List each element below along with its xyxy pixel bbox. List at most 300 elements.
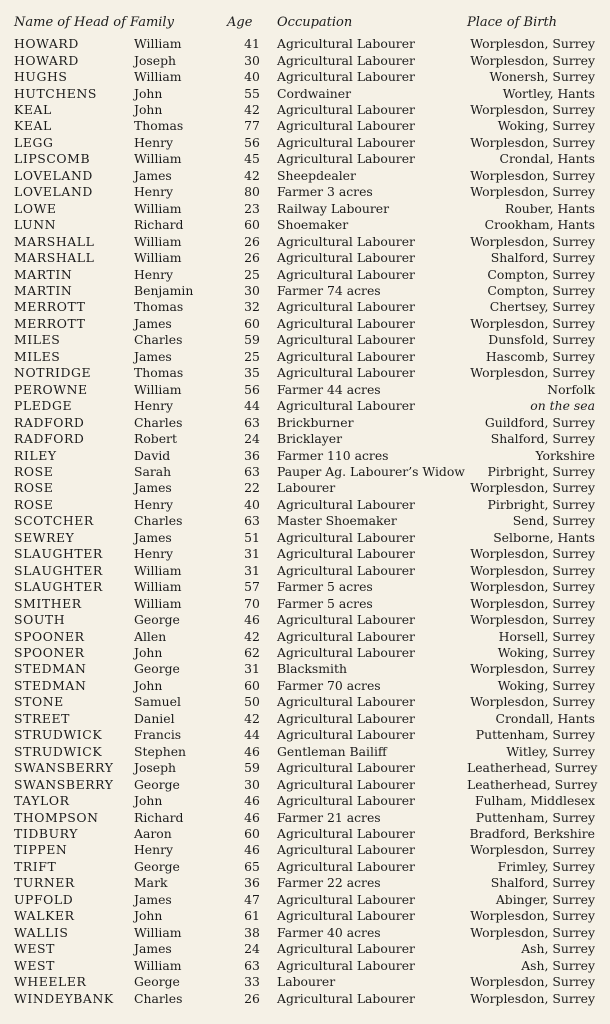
occupation-cell: Agricultural Labourer xyxy=(277,727,415,743)
table-row xyxy=(14,316,595,332)
header-occupation: Occupation xyxy=(277,15,353,30)
surname-cell: KEAL xyxy=(14,118,52,134)
occupation-cell: Master Shoemaker xyxy=(277,513,397,529)
place-of-birth-cell: Crookham, Hants xyxy=(484,217,595,233)
age-cell: 65 xyxy=(244,858,260,874)
occupation-cell: Agricultural Labourer xyxy=(277,233,415,249)
age-cell: 36 xyxy=(244,875,260,891)
place-of-birth-cell: Puttenham, Surrey xyxy=(475,727,595,743)
age-cell: 60 xyxy=(244,825,260,841)
place-of-birth-cell: Wonersh, Surrey xyxy=(489,69,595,85)
table-row xyxy=(14,546,595,562)
place-of-birth-cell: Compton, Surrey xyxy=(487,266,595,282)
table-row xyxy=(14,661,595,677)
place-of-birth-cell: Ash, Surrey xyxy=(521,957,595,973)
table-row xyxy=(14,875,595,891)
forename-cell: Richard xyxy=(134,217,184,233)
age-cell: 70 xyxy=(244,595,260,611)
occupation-cell: Shoemaker xyxy=(277,217,349,233)
table-row xyxy=(14,957,595,973)
age-cell: 30 xyxy=(244,52,260,68)
header-name: Name of Head of Family xyxy=(14,15,174,30)
forename-cell: Henry xyxy=(134,842,174,858)
table-row xyxy=(14,694,595,710)
age-cell: 60 xyxy=(244,315,260,331)
age-cell: 59 xyxy=(244,760,260,776)
forename-cell: William xyxy=(134,579,182,595)
place-of-birth-cell: Send, Surrey xyxy=(512,513,595,529)
table-row xyxy=(14,85,595,101)
surname-cell: SLAUGHTER xyxy=(14,562,103,578)
age-cell: 56 xyxy=(244,381,260,397)
occupation-cell: Agricultural Labourer xyxy=(277,891,415,907)
place-of-birth-cell: Abinger, Surrey xyxy=(495,891,595,907)
place-of-birth-cell: Ash, Surrey xyxy=(521,941,595,957)
place-of-birth-cell: Worplesdon, Surrey xyxy=(470,661,595,677)
table-row xyxy=(14,201,595,217)
surname-cell: STEDMAN xyxy=(14,661,87,677)
age-cell: 44 xyxy=(244,398,260,414)
occupation-cell: Brickburner xyxy=(277,414,354,430)
age-cell: 26 xyxy=(244,990,260,1006)
forename-cell: Charles xyxy=(134,990,183,1006)
occupation-cell: Pauper Ag. Labourer’s Widow xyxy=(277,464,465,479)
table-row xyxy=(14,398,595,414)
forename-cell: Charles xyxy=(134,414,183,430)
age-cell: 63 xyxy=(244,513,260,529)
forename-cell: James xyxy=(134,348,172,364)
occupation-cell: Agricultural Labourer xyxy=(277,118,415,134)
occupation-cell: Agricultural Labourer xyxy=(277,266,415,282)
surname-cell: MARTIN xyxy=(14,283,73,299)
place-of-birth-cell: Worplesdon, Surrey xyxy=(470,480,595,496)
forename-cell: William xyxy=(134,36,182,52)
table-row xyxy=(14,151,595,167)
table-row xyxy=(14,431,595,447)
occupation-cell: Farmer 5 acres xyxy=(277,579,373,595)
place-of-birth-cell: Worplesdon, Surrey xyxy=(470,974,595,990)
forename-cell: Stephen xyxy=(134,743,187,759)
age-cell: 26 xyxy=(244,250,260,266)
surname-cell: STRUDWICK xyxy=(14,727,103,743)
age-cell: 56 xyxy=(244,134,260,150)
surname-cell: RADFORD xyxy=(14,414,85,430)
surname-cell: HUGHS xyxy=(14,69,68,85)
forename-cell: John xyxy=(134,102,163,118)
place-of-birth-cell: Pirbright, Surrey xyxy=(487,496,595,512)
table-row xyxy=(14,711,595,727)
forename-cell: James xyxy=(134,529,172,545)
age-cell: 77 xyxy=(244,118,260,134)
surname-cell: STEDMAN xyxy=(14,677,87,693)
table-row xyxy=(14,414,595,430)
occupation-cell: Agricultural Labourer xyxy=(277,529,415,545)
place-of-birth-cell: Wortley, Hants xyxy=(502,85,595,101)
age-cell: 31 xyxy=(244,562,260,578)
surname-cell: MILES xyxy=(14,332,61,348)
forename-cell: William xyxy=(134,381,182,397)
place-of-birth-cell: Dunsfold, Surrey xyxy=(488,332,595,348)
forename-cell: George xyxy=(134,858,180,874)
age-cell: 24 xyxy=(244,431,260,447)
age-cell: 36 xyxy=(244,447,260,463)
occupation-cell: Agricultural Labourer xyxy=(277,36,415,52)
forename-cell: James xyxy=(134,167,172,183)
place-of-birth-cell: Woking, Surrey xyxy=(497,644,595,660)
surname-cell: ROSE xyxy=(14,496,54,512)
surname-cell: MERROTT xyxy=(14,299,86,315)
place-of-birth-cell: Worplesdon, Surrey xyxy=(470,184,595,200)
occupation-cell: Agricultural Labourer xyxy=(277,151,415,167)
header-row xyxy=(14,8,595,36)
surname-cell: LOVELAND xyxy=(14,184,93,200)
age-cell: 38 xyxy=(244,924,260,940)
surname-cell: LEGG xyxy=(14,134,54,150)
surname-cell: SPOONER xyxy=(14,644,85,660)
occupation-cell: Agricultural Labourer xyxy=(277,710,415,726)
age-cell: 63 xyxy=(244,957,260,973)
occupation-cell: Agricultural Labourer xyxy=(277,398,415,414)
place-of-birth-cell: Worplesdon, Surrey xyxy=(470,134,595,150)
age-cell: 63 xyxy=(244,414,260,430)
table-row xyxy=(14,760,595,776)
forename-cell: William xyxy=(134,151,182,167)
forename-cell: Robert xyxy=(134,431,177,447)
forename-cell: Henry xyxy=(134,134,174,150)
occupation-cell: Agricultural Labourer xyxy=(277,628,415,644)
occupation-cell: Agricultural Labourer xyxy=(277,69,415,85)
forename-cell: James xyxy=(134,480,172,496)
surname-cell: NOTRIDGE xyxy=(14,365,92,381)
surname-cell: SLAUGHTER xyxy=(14,579,103,595)
age-cell: 26 xyxy=(244,233,260,249)
place-of-birth-cell: Worplesdon, Surrey xyxy=(470,315,595,331)
surname-cell: TAYLOR xyxy=(14,793,70,809)
place-of-birth-cell: Worplesdon, Surrey xyxy=(470,990,595,1006)
surname-cell: LOWE xyxy=(14,200,57,216)
place-of-birth-cell: Horsell, Surrey xyxy=(498,628,595,644)
place-of-birth-cell: Puttenham, Surrey xyxy=(475,809,595,825)
table-row xyxy=(14,612,595,628)
forename-cell: William xyxy=(134,562,182,578)
place-of-birth-cell: Worplesdon, Surrey xyxy=(470,167,595,183)
age-cell: 46 xyxy=(244,743,260,759)
forename-cell: Sarah xyxy=(134,464,172,479)
forename-cell: Joseph xyxy=(134,760,177,776)
age-cell: 33 xyxy=(244,974,260,990)
occupation-cell: Farmer 70 acres xyxy=(277,677,381,693)
surname-cell: ROSE xyxy=(14,464,54,479)
table-row xyxy=(14,480,595,496)
census-rows xyxy=(14,36,598,1007)
surname-cell: STONE xyxy=(14,694,64,710)
table-row xyxy=(14,299,595,315)
surname-cell: STREET xyxy=(14,710,71,726)
forename-cell: Henry xyxy=(134,546,174,562)
surname-cell: HUTCHENS xyxy=(14,85,97,101)
forename-cell: John xyxy=(134,85,163,101)
table-row xyxy=(14,168,595,184)
age-cell: 46 xyxy=(244,842,260,858)
table-row xyxy=(14,990,595,1006)
table-row xyxy=(14,530,595,546)
age-cell: 62 xyxy=(244,644,260,660)
forename-cell: William xyxy=(134,924,182,940)
surname-cell: PEROWNE xyxy=(14,381,88,397)
table-row xyxy=(14,579,595,595)
place-of-birth-cell: Crondal, Hants xyxy=(499,151,595,167)
surname-cell: WINDEYBANK xyxy=(14,990,114,1006)
age-cell: 42 xyxy=(244,710,260,726)
forename-cell: William xyxy=(134,957,182,973)
occupation-cell: Agricultural Labourer xyxy=(277,612,415,628)
place-of-birth-cell: Leatherhead, Surrey xyxy=(467,760,598,776)
occupation-cell: Agricultural Labourer xyxy=(277,793,415,809)
place-of-birth-cell: Worplesdon, Surrey xyxy=(470,694,595,710)
age-cell: 42 xyxy=(244,628,260,644)
occupation-cell: Agricultural Labourer xyxy=(277,52,415,68)
surname-cell: TIDBURY xyxy=(14,825,78,841)
forename-cell: Henry xyxy=(134,398,174,414)
occupation-cell: Agricultural Labourer xyxy=(277,760,415,776)
place-of-birth-cell: Pirbright, Surrey xyxy=(487,464,595,479)
forename-cell: James xyxy=(134,315,172,331)
surname-cell: TRIFT xyxy=(14,858,57,874)
forename-cell: Francis xyxy=(134,727,182,743)
forename-cell: David xyxy=(134,447,171,463)
place-of-birth-cell: Shalford, Surrey xyxy=(490,250,595,266)
forename-cell: William xyxy=(134,233,182,249)
place-of-birth-cell: Shalford, Surrey xyxy=(490,431,595,447)
forename-cell: George xyxy=(134,612,180,628)
occupation-cell: Agricultural Labourer xyxy=(277,546,415,562)
surname-cell: SMITHER xyxy=(14,595,82,611)
table-row xyxy=(14,283,595,299)
forename-cell: John xyxy=(134,644,163,660)
surname-cell: ROSE xyxy=(14,480,54,496)
age-cell: 31 xyxy=(244,546,260,562)
forename-cell: James xyxy=(134,891,172,907)
surname-cell: THOMPSON xyxy=(14,809,99,825)
surname-cell: SWANSBERRY xyxy=(14,760,114,776)
forename-cell: George xyxy=(134,776,180,792)
forename-cell: James xyxy=(134,941,172,957)
table-row xyxy=(14,842,595,858)
table-row xyxy=(14,974,595,990)
age-cell: 35 xyxy=(244,365,260,381)
table-row xyxy=(14,365,595,381)
place-of-birth-cell: on the sea xyxy=(530,398,595,414)
surname-cell: SEWREY xyxy=(14,529,75,545)
forename-cell: George xyxy=(134,974,180,990)
place-of-birth-cell: Crondall, Hants xyxy=(495,710,595,726)
age-cell: 30 xyxy=(244,776,260,792)
forename-cell: Thomas xyxy=(134,118,184,134)
table-row xyxy=(14,793,595,809)
age-cell: 60 xyxy=(244,677,260,693)
table-row xyxy=(14,595,595,611)
occupation-cell: Agricultural Labourer xyxy=(277,908,415,924)
place-of-birth-cell: Hascomb, Surrey xyxy=(485,348,595,364)
place-of-birth-cell: Worplesdon, Surrey xyxy=(470,546,595,562)
place-of-birth-cell: Norfolk xyxy=(547,381,595,397)
table-row xyxy=(14,563,595,579)
table-row xyxy=(14,513,595,529)
table-row xyxy=(14,447,595,463)
place-of-birth-cell: Compton, Surrey xyxy=(487,283,595,299)
occupation-cell: Agricultural Labourer xyxy=(277,299,415,315)
table-row xyxy=(14,678,595,694)
age-cell: 44 xyxy=(244,727,260,743)
occupation-cell: Agricultural Labourer xyxy=(277,842,415,858)
surname-cell: LIPSCOMB xyxy=(14,151,91,167)
table-row xyxy=(14,135,595,151)
surname-cell: RADFORD xyxy=(14,431,85,447)
occupation-cell: Agricultural Labourer xyxy=(277,694,415,710)
header-place-of-birth: Place of Birth xyxy=(467,15,558,30)
place-of-birth-cell: Worplesdon, Surrey xyxy=(470,52,595,68)
surname-cell: WEST xyxy=(14,941,55,957)
forename-cell: Henry xyxy=(134,266,174,282)
place-of-birth-cell: Rouber, Hants xyxy=(505,200,595,216)
age-cell: 63 xyxy=(244,464,260,479)
surname-cell: WHEELER xyxy=(14,974,87,990)
occupation-cell: Railway Labourer xyxy=(277,200,390,216)
surname-cell: SOUTH xyxy=(14,612,66,628)
table-row xyxy=(14,908,595,924)
place-of-birth-cell: Shalford, Surrey xyxy=(490,875,595,891)
age-cell: 55 xyxy=(244,85,260,101)
forename-cell: Mark xyxy=(134,875,168,891)
surname-cell: SCOTCHER xyxy=(14,513,94,529)
occupation-cell: Agricultural Labourer xyxy=(277,134,415,150)
place-of-birth-cell: Chertsey, Surrey xyxy=(489,299,595,315)
age-cell: 47 xyxy=(244,891,260,907)
occupation-cell: Farmer 5 acres xyxy=(277,595,373,611)
occupation-cell: Agricultural Labourer xyxy=(277,957,415,973)
age-cell: 40 xyxy=(244,69,260,85)
surname-cell: RILEY xyxy=(14,447,57,463)
occupation-cell: Agricultural Labourer xyxy=(277,825,415,841)
age-cell: 25 xyxy=(244,348,260,364)
occupation-cell: Agricultural Labourer xyxy=(277,102,415,118)
forename-cell: John xyxy=(134,908,163,924)
age-cell: 45 xyxy=(244,151,260,167)
place-of-birth-cell: Worplesdon, Surrey xyxy=(470,842,595,858)
occupation-cell: Labourer xyxy=(277,480,336,496)
forename-cell: George xyxy=(134,661,180,677)
table-row xyxy=(14,69,595,85)
forename-cell: Charles xyxy=(134,332,183,348)
place-of-birth-cell: Worplesdon, Surrey xyxy=(470,102,595,118)
forename-cell: Benjamin xyxy=(134,283,194,299)
surname-cell: MERROTT xyxy=(14,315,86,331)
surname-cell: TURNER xyxy=(14,875,75,891)
forename-cell: Joseph xyxy=(134,52,177,68)
occupation-cell: Agricultural Labourer xyxy=(277,644,415,660)
table-row xyxy=(14,809,595,825)
place-of-birth-cell: Worplesdon, Surrey xyxy=(470,233,595,249)
surname-cell: SWANSBERRY xyxy=(14,776,114,792)
surname-cell: SPOONER xyxy=(14,628,85,644)
occupation-cell: Agricultural Labourer xyxy=(277,348,415,364)
table-row xyxy=(14,892,595,908)
table-row xyxy=(14,743,595,759)
surname-cell: STRUDWICK xyxy=(14,743,103,759)
occupation-cell: Farmer 21 acres xyxy=(277,809,381,825)
occupation-cell: Agricultural Labourer xyxy=(277,776,415,792)
table-row xyxy=(14,826,595,842)
place-of-birth-cell: Leatherhead, Surrey xyxy=(467,776,598,792)
table-row xyxy=(14,645,595,661)
age-cell: 59 xyxy=(244,332,260,348)
table-row xyxy=(14,102,595,118)
age-cell: 60 xyxy=(244,217,260,233)
place-of-birth-cell: Woking, Surrey xyxy=(497,677,595,693)
place-of-birth-cell: Bradford, Berkshire xyxy=(469,825,595,841)
age-cell: 25 xyxy=(244,266,260,282)
surname-cell: LUNN xyxy=(14,217,57,233)
table-row xyxy=(14,349,595,365)
occupation-cell: Agricultural Labourer xyxy=(277,941,415,957)
age-cell: 46 xyxy=(244,809,260,825)
table-row xyxy=(14,184,595,200)
place-of-birth-cell: Yorkshire xyxy=(535,447,595,463)
place-of-birth-cell: Worplesdon, Surrey xyxy=(470,562,595,578)
table-row xyxy=(14,628,595,644)
age-cell: 46 xyxy=(244,612,260,628)
table-row xyxy=(14,776,595,792)
table-row xyxy=(14,36,595,52)
table-row xyxy=(14,382,595,398)
forename-cell: William xyxy=(134,595,182,611)
census-table xyxy=(14,8,598,1007)
age-cell: 80 xyxy=(244,184,260,200)
table-row xyxy=(14,332,595,348)
age-cell: 51 xyxy=(244,529,260,545)
place-of-birth-cell: Worplesdon, Surrey xyxy=(470,365,595,381)
occupation-cell: Agricultural Labourer xyxy=(277,990,415,1006)
age-cell: 41 xyxy=(244,36,260,52)
surname-cell: WALLIS xyxy=(14,924,69,940)
age-cell: 22 xyxy=(244,480,260,496)
age-cell: 30 xyxy=(244,283,260,299)
occupation-cell: Labourer xyxy=(277,974,336,990)
forename-cell: John xyxy=(134,793,163,809)
place-of-birth-cell: Frimley, Surrey xyxy=(497,858,595,874)
occupation-cell: Agricultural Labourer xyxy=(277,315,415,331)
age-cell: 31 xyxy=(244,661,260,677)
forename-cell: Charles xyxy=(134,513,183,529)
occupation-cell: Agricultural Labourer xyxy=(277,858,415,874)
table-row xyxy=(14,497,595,513)
table-row xyxy=(14,727,595,743)
forename-cell: Thomas xyxy=(134,299,184,315)
surname-cell: MARSHALL xyxy=(14,250,95,266)
place-of-birth-cell: Worplesdon, Surrey xyxy=(470,908,595,924)
surname-cell: WALKER xyxy=(14,908,75,924)
place-of-birth-cell: Worplesdon, Surrey xyxy=(470,579,595,595)
place-of-birth-cell: Guildford, Surrey xyxy=(484,414,595,430)
table-row xyxy=(14,118,595,134)
occupation-cell: Farmer 22 acres xyxy=(277,875,381,891)
place-of-birth-cell: Worplesdon, Surrey xyxy=(470,612,595,628)
place-of-birth-cell: Fulham, Middlesex xyxy=(474,793,595,809)
surname-cell: WEST xyxy=(14,957,55,973)
occupation-cell: Sheepdealer xyxy=(277,167,356,183)
occupation-cell: Farmer 40 acres xyxy=(277,924,381,940)
occupation-cell: Farmer 74 acres xyxy=(277,283,381,299)
